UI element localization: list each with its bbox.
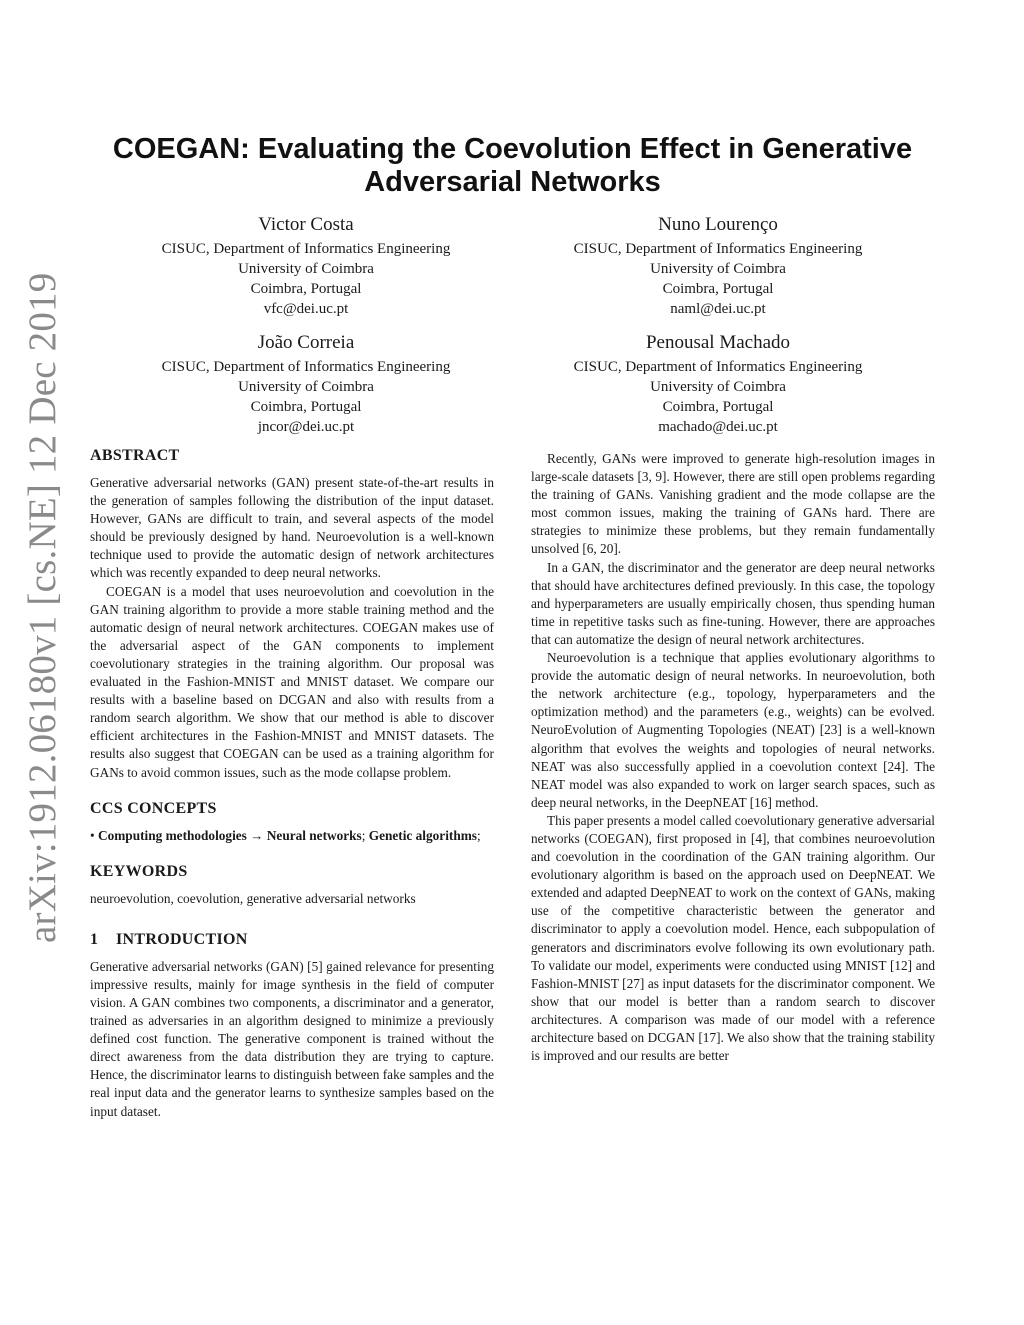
- author-block-2: [508, 212, 928, 319]
- author-affiliation: CISUC, Department of Informatics Engineering: [161, 359, 451, 375]
- author-name: João Correia: [257, 332, 355, 353]
- author-email: jncor@dei.uc.pt: [257, 419, 355, 435]
- author-name: Nuno Lourenço: [658, 214, 778, 235]
- right-column: [531, 450, 935, 1065]
- author-name: Penousal Machado: [645, 332, 791, 353]
- author-city: Coimbra, Portugal: [662, 399, 774, 415]
- author-university: University of Coimbra: [650, 261, 786, 277]
- paper-title-line-2: Adversarial Networks: [364, 166, 661, 198]
- intro-paragraph-2: Recently, GANs were improved to generate high-resolution images in large-scale datasets [3, 9]. However, there are still open problems regarding the training of GANs. Vanishing gradient and the mode collapse are the most common issues, making the training of GANs hard. There are strategies to minimize these problems, but they remain fundamentally unsolved [6, 20].: [531, 451, 935, 557]
- author-affiliation: CISUC, Department of Informatics Engineering: [573, 241, 863, 257]
- ccs-term-genetic: Genetic algorithms: [368, 827, 477, 843]
- keywords-text: neuroevolution, coevolution, generative adversarial networks: [90, 890, 416, 906]
- author-email: machado@dei.uc.pt: [658, 419, 778, 435]
- intro-paragraph-3: In a GAN, the discriminator and the generator are deep neural networks that should have architectures defined previously. In this case, the topology and hyperparameters are usually empirically chosen, thus spending human time in repetitive tasks such as fine-tuning. However, there are approaches that can automatize the design of neural network architectures.: [531, 559, 935, 647]
- intro-paragraph-4: Neuroevolution is a technique that applies evolutionary algorithms to provide the automatic design of neural networks. In neuroevolution, both the network architecture (e.g., topology, hyperparameters and the optimization method) and the parameters (e.g., weights) can be evolved. NeuroEvolution of Augmenting Topologies (NEAT) [23] is a well-known algorithm that evolves the weights and topologies of neural networks. NEAT was also successfully applied in a coevolution context [24]. The NEAT model was also expanded to work on larger search spaces, such as deep neural networks, in the DeepNEAT [16] method.: [531, 650, 935, 810]
- section-number: 1: [90, 930, 99, 948]
- arxiv-stamp: arXiv:1912.06180v1 [cs.NE] 12 Dec 2019: [21, 272, 64, 943]
- author-university: University of Coimbra: [238, 379, 374, 395]
- author-university: University of Coimbra: [238, 261, 374, 277]
- keywords-heading: KEYWORDS: [90, 862, 188, 880]
- author-city: Coimbra, Portugal: [250, 399, 362, 415]
- paper-title: [90, 133, 935, 199]
- author-city: Coimbra, Portugal: [250, 281, 362, 297]
- author-affiliation: CISUC, Department of Informatics Engineering: [573, 359, 863, 375]
- author-name: Victor Costa: [258, 214, 354, 235]
- author-block-3: [96, 330, 516, 437]
- ccs-end: ;: [476, 827, 481, 843]
- ccs-bullet: •: [90, 827, 98, 843]
- ccs-heading: CCS CONCEPTS: [90, 799, 217, 817]
- intro-paragraph-5: This paper presents a model called coevolutionary generative adversarial networks (COEGAN), first proposed in [4], that combines neuroevolution and coevolution in the coordination of the GAN training algorithm. Our evolutionary algorithm is based on the approach used on DeepNEAT. We extended and adapted DeepNEAT to work on the context of GANs, making use of the competitive characteristic between the generator and discriminator to apply a coevolution model. Hence, each subpopulation of generators and discriminators evolve following its own evolutionary path. To validate our model, experiments were conducted using MNIST [12] and Fashion-MNIST [27] as input datasets for the discriminator component. We show that our model is better than a random search to discover architectures. A comparison was made of our model with a reference architecture based on DCGAN [17]. We also show that the training stability is improved and our results are better: [531, 812, 935, 1064]
- intro-paragraph-1: Generative adversarial networks (GAN) [5] gained relevance for presenting impressive results, mainly for image synthesis in the field of computer vision. A GAN combines two components, a discriminator and a generator, trained as adversaries in an algorithm designed to minimize a previously defined cost function. The generative component is trained without the direct awareness from the data distribution they are trying to capture. Hence, the discriminator learns to distinguish between fake samples and the real input data and the generator learns to synthesize samples based on the input dataset.: [90, 958, 494, 1119]
- abstract-heading: ABSTRACT: [90, 447, 180, 464]
- author-email: naml@dei.uc.pt: [670, 301, 766, 317]
- abstract-paragraph-2: COEGAN is a model that uses neuroevolution and coevolution in the GAN training algorithm to provide a more stable training method and the automatic design of neural network architectures. COEGAN makes use of the adversarial aspect of the GAN components to implement coevolutionary strategies in the training algorithm. Our proposal was evaluated in the Fashion-MNIST and MNIST dataset. We compare our results with a baseline based on DCGAN and also with results from a random search algorithm. We show that our method is able to discover efficient architectures in the Fashion-MNIST and MNIST datasets. The results also suggest that COEGAN can be used as a training algorithm for GANs to avoid common issues, such as the mode collapse problem.: [90, 583, 494, 780]
- author-city: Coimbra, Portugal: [662, 281, 774, 297]
- abstract-paragraph-1: Generative adversarial networks (GAN) present state-of-the-art results in the generation of samples following the distribution of the input dataset. However, GANs are difficult to train, and several aspects of the model should be previously designed by hand. Neuroevolution is a well-known technique used to provide the automatic design of network architectures which was recently expanded to deep neural networks.: [90, 475, 494, 581]
- ccs-term-neural: Neural networks: [266, 827, 362, 843]
- ccs-arrow: →: [246, 827, 267, 843]
- ccs-concepts: [90, 827, 494, 845]
- ccs-term-computing: Computing methodologies: [97, 827, 247, 843]
- author-university: University of Coimbra: [650, 379, 786, 395]
- left-column: [90, 446, 494, 1121]
- introduction-heading: [90, 930, 494, 950]
- author-affiliation: CISUC, Department of Informatics Engineering: [161, 241, 451, 257]
- author-email: vfc@dei.uc.pt: [263, 301, 349, 317]
- paper-title-line-1: COEGAN: Evaluating the Coevolution Effect in Generative: [112, 133, 913, 165]
- author-block-4: [508, 330, 928, 437]
- ccs-separator: ;: [361, 827, 369, 843]
- author-block-1: [96, 212, 516, 319]
- section-title: INTRODUCTION: [116, 930, 248, 948]
